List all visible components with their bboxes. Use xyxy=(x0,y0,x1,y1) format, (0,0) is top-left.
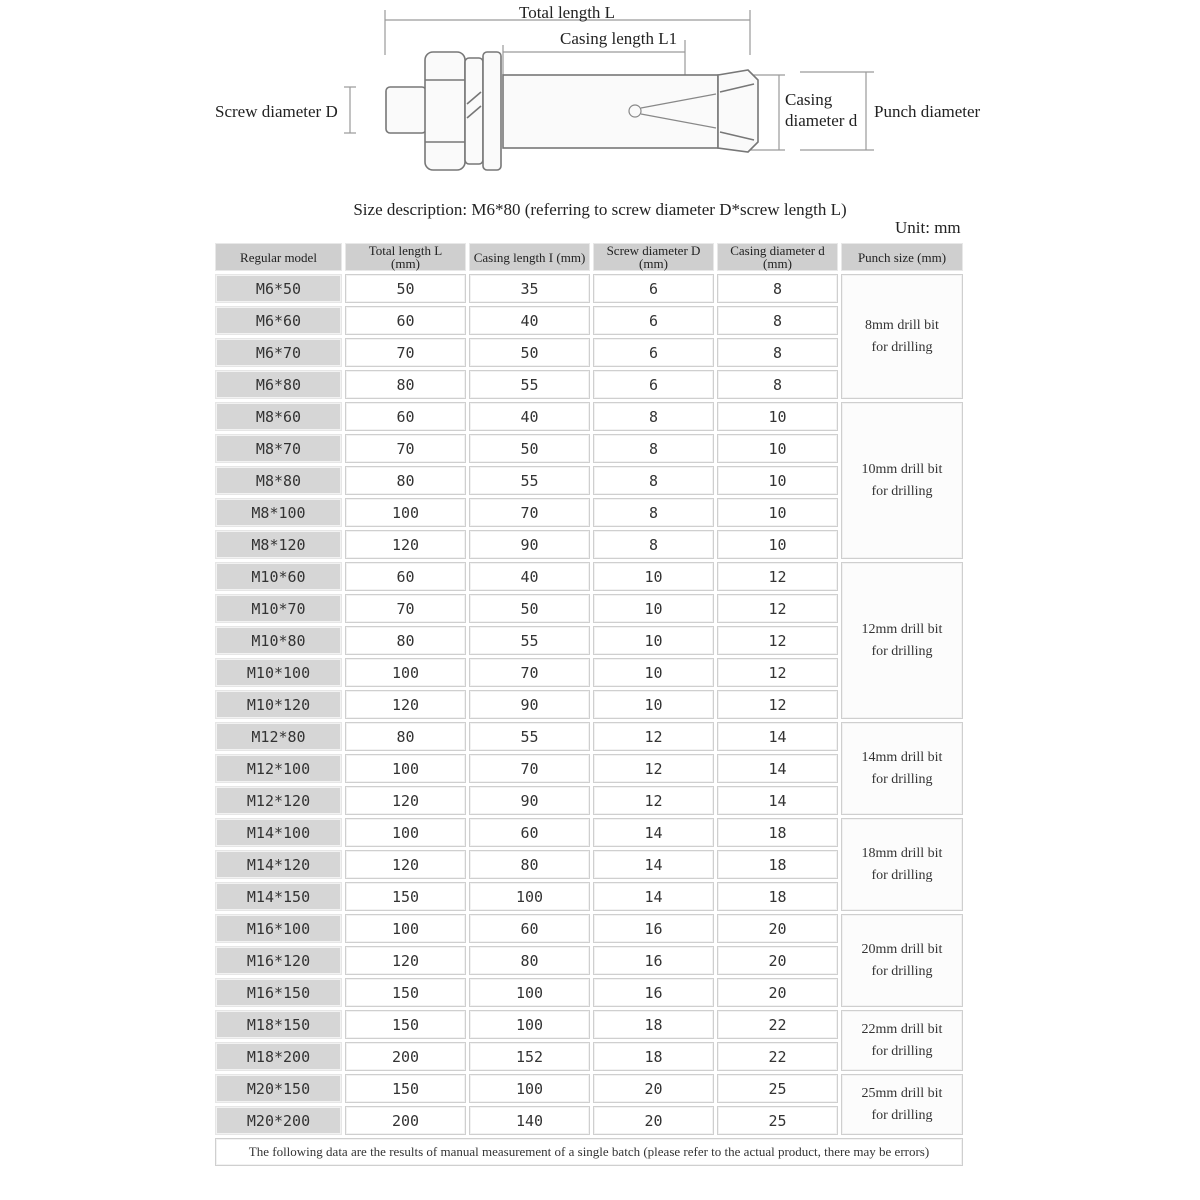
casing-diameter-cell: 8 xyxy=(717,306,838,335)
total-length-cell: 200 xyxy=(345,1106,466,1135)
model-cell: M20*150 xyxy=(215,1074,342,1103)
header-casing-diameter-line2: (mm) xyxy=(763,256,792,271)
screw-diameter-cell: 16 xyxy=(593,978,714,1007)
punch-size-cell xyxy=(841,722,963,815)
screw-diameter-cell: 14 xyxy=(593,818,714,847)
punch-size-line1: 10mm drill bit xyxy=(861,461,943,477)
table-row xyxy=(215,818,963,847)
casing-diameter-cell: 20 xyxy=(717,946,838,975)
model-cell: M14*100 xyxy=(215,818,342,847)
screw-diameter-cell: 18 xyxy=(593,1010,714,1039)
casing-diameter-label-line1: Casing xyxy=(785,90,833,109)
footnote: The following data are the results of manual measurement of a single batch (please refer to the actual product, there may be errors) xyxy=(215,1138,963,1166)
model-cell: M16*100 xyxy=(215,914,342,943)
total-length-cell: 70 xyxy=(345,338,466,367)
casing-length-cell: 90 xyxy=(469,786,590,815)
total-length-cell: 100 xyxy=(345,754,466,783)
total-length-cell: 150 xyxy=(345,978,466,1007)
screw-diameter-label: Screw diameter D xyxy=(215,102,338,121)
screw-diameter-cell: 8 xyxy=(593,466,714,495)
casing-length-cell: 100 xyxy=(469,1074,590,1103)
casing-length-cell: 40 xyxy=(469,562,590,591)
screw-diameter-cell: 8 xyxy=(593,530,714,559)
total-length-cell: 120 xyxy=(345,690,466,719)
casing-diameter-cell: 12 xyxy=(717,562,838,591)
model-cell: M18*150 xyxy=(215,1010,342,1039)
punch-size-line2: for drilling xyxy=(871,483,933,499)
screw-diameter-cell: 16 xyxy=(593,946,714,975)
casing-diameter-cell: 18 xyxy=(717,818,838,847)
total-length-cell: 80 xyxy=(345,466,466,495)
casing-length-cell: 35 xyxy=(469,274,590,303)
screw-diameter-cell: 12 xyxy=(593,722,714,751)
casing-length-cell: 55 xyxy=(469,626,590,655)
table-row xyxy=(215,914,963,943)
casing-diameter-cell: 10 xyxy=(717,466,838,495)
table-row xyxy=(215,562,963,591)
punch-size-cell xyxy=(841,402,963,559)
punch-size-line2: for drilling xyxy=(871,643,933,659)
casing-diameter-cell: 25 xyxy=(717,1074,838,1103)
total-length-cell: 120 xyxy=(345,530,466,559)
casing-length-cell: 50 xyxy=(469,434,590,463)
screw-diameter-cell: 6 xyxy=(593,306,714,335)
model-cell: M8*120 xyxy=(215,530,342,559)
casing-diameter-cell: 12 xyxy=(717,690,838,719)
total-length-cell: 150 xyxy=(345,1010,466,1039)
casing-length-cell: 55 xyxy=(469,370,590,399)
casing-length-cell: 40 xyxy=(469,306,590,335)
screw-diameter-cell: 14 xyxy=(593,882,714,911)
total-length-cell: 80 xyxy=(345,370,466,399)
model-cell: M6*80 xyxy=(215,370,342,399)
model-cell: M8*60 xyxy=(215,402,342,431)
screw-diameter-cell: 8 xyxy=(593,402,714,431)
punch-size-line2: for drilling xyxy=(871,1043,933,1059)
header-screw-diameter xyxy=(593,243,714,271)
total-length-cell: 120 xyxy=(345,850,466,879)
punch-size-line1: 12mm drill bit xyxy=(861,621,943,637)
punch-size-line1: 22mm drill bit xyxy=(861,1021,943,1037)
punch-diameter-label: Punch diameter xyxy=(874,102,981,121)
table-row xyxy=(215,1074,963,1103)
casing-length-cell: 55 xyxy=(469,722,590,751)
header-model: Regular model xyxy=(215,243,342,271)
casing-diameter-label-line2: diameter d xyxy=(785,111,858,130)
punch-size-line1: 18mm drill bit xyxy=(861,845,943,861)
punch-size-line2: for drilling xyxy=(871,963,933,979)
model-cell: M8*100 xyxy=(215,498,342,527)
unit-label: Unit: mm xyxy=(895,218,961,237)
header-screw-diameter-line1: Screw diameter D xyxy=(606,243,701,258)
model-cell: M8*80 xyxy=(215,466,342,495)
specification-table xyxy=(212,240,966,1169)
total-length-cell: 150 xyxy=(345,882,466,911)
total-length-cell: 150 xyxy=(345,1074,466,1103)
model-cell: M12*80 xyxy=(215,722,342,751)
casing-length-cell: 152 xyxy=(469,1042,590,1071)
screw-diameter-cell: 16 xyxy=(593,914,714,943)
casing-diameter-cell: 14 xyxy=(717,722,838,751)
punch-size-cell xyxy=(841,562,963,719)
punch-size-cell xyxy=(841,1074,963,1135)
casing-diameter-cell: 10 xyxy=(717,402,838,431)
screw-diameter-cell: 12 xyxy=(593,754,714,783)
casing-length-cell: 80 xyxy=(469,850,590,879)
screw-diameter-cell: 6 xyxy=(593,274,714,303)
table-row xyxy=(215,402,963,431)
casing-length-cell: 70 xyxy=(469,658,590,687)
screw-diameter-cell: 10 xyxy=(593,690,714,719)
punch-size-line1: 8mm drill bit xyxy=(865,317,939,333)
casing-diameter-cell: 18 xyxy=(717,850,838,879)
header-casing-diameter-line1: Casing diameter d xyxy=(730,243,825,258)
casing-length-cell: 90 xyxy=(469,690,590,719)
screw-diameter-cell: 10 xyxy=(593,562,714,591)
total-length-cell: 60 xyxy=(345,562,466,591)
casing-diameter-cell: 14 xyxy=(717,786,838,815)
punch-size-cell xyxy=(841,274,963,399)
anchor-bolt-diagram xyxy=(0,0,1200,195)
casing-length-cell: 50 xyxy=(469,594,590,623)
casing-length-cell: 80 xyxy=(469,946,590,975)
total-length-cell: 100 xyxy=(345,498,466,527)
total-length-cell: 80 xyxy=(345,722,466,751)
casing-length-cell: 60 xyxy=(469,818,590,847)
screw-diameter-cell: 8 xyxy=(593,498,714,527)
header-screw-diameter-line2: (mm) xyxy=(639,256,668,271)
casing-diameter-cell: 12 xyxy=(717,658,838,687)
screw-diameter-cell: 10 xyxy=(593,594,714,623)
model-cell: M20*200 xyxy=(215,1106,342,1135)
model-cell: M6*50 xyxy=(215,274,342,303)
punch-size-cell xyxy=(841,818,963,911)
model-cell: M12*100 xyxy=(215,754,342,783)
casing-length-cell: 90 xyxy=(469,530,590,559)
casing-diameter-cell: 25 xyxy=(717,1106,838,1135)
casing-diameter-cell: 10 xyxy=(717,498,838,527)
table-header-row xyxy=(215,243,963,271)
table-row xyxy=(215,1010,963,1039)
casing-length-cell: 100 xyxy=(469,978,590,1007)
casing-diameter-cell: 20 xyxy=(717,978,838,1007)
total-length-label: Total length L xyxy=(519,3,616,22)
header-total-length xyxy=(345,243,466,271)
total-length-cell: 70 xyxy=(345,594,466,623)
model-cell: M10*120 xyxy=(215,690,342,719)
casing-diameter-cell: 12 xyxy=(717,594,838,623)
total-length-cell: 100 xyxy=(345,818,466,847)
punch-size-line2: for drilling xyxy=(871,771,933,787)
screw-diameter-cell: 8 xyxy=(593,434,714,463)
model-cell: M12*120 xyxy=(215,786,342,815)
total-length-cell: 70 xyxy=(345,434,466,463)
screw-diameter-cell: 6 xyxy=(593,370,714,399)
model-cell: M6*70 xyxy=(215,338,342,367)
casing-length-cell: 70 xyxy=(469,754,590,783)
casing-length-cell: 40 xyxy=(469,402,590,431)
model-cell: M18*200 xyxy=(215,1042,342,1071)
total-length-cell: 100 xyxy=(345,914,466,943)
casing-diameter-cell: 22 xyxy=(717,1042,838,1071)
footnote-row xyxy=(215,1138,963,1166)
screw-diameter-cell: 20 xyxy=(593,1106,714,1135)
casing-diameter-cell: 8 xyxy=(717,274,838,303)
casing-length-cell: 55 xyxy=(469,466,590,495)
punch-size-line1: 14mm drill bit xyxy=(861,749,943,765)
screw-diameter-cell: 18 xyxy=(593,1042,714,1071)
casing-diameter-cell: 22 xyxy=(717,1010,838,1039)
punch-size-line2: for drilling xyxy=(871,339,933,355)
model-cell: M16*120 xyxy=(215,946,342,975)
header-casing-length: Casing length I (mm) xyxy=(469,243,590,271)
casing-length-cell: 140 xyxy=(469,1106,590,1135)
total-length-cell: 60 xyxy=(345,306,466,335)
punch-size-line2: for drilling xyxy=(871,867,933,883)
casing-length-cell: 50 xyxy=(469,338,590,367)
model-cell: M14*150 xyxy=(215,882,342,911)
total-length-cell: 80 xyxy=(345,626,466,655)
casing-length-cell: 60 xyxy=(469,914,590,943)
screw-diameter-cell: 14 xyxy=(593,850,714,879)
screw-diameter-cell: 12 xyxy=(593,786,714,815)
header-total-length-line2: (mm) xyxy=(391,256,420,271)
casing-diameter-cell: 10 xyxy=(717,434,838,463)
punch-size-cell xyxy=(841,914,963,1007)
total-length-cell: 120 xyxy=(345,786,466,815)
casing-length-cell: 100 xyxy=(469,1010,590,1039)
screw-diameter-cell: 20 xyxy=(593,1074,714,1103)
total-length-cell: 120 xyxy=(345,946,466,975)
table-row xyxy=(215,274,963,303)
model-cell: M6*60 xyxy=(215,306,342,335)
model-cell: M10*70 xyxy=(215,594,342,623)
casing-length-cell: 70 xyxy=(469,498,590,527)
casing-diameter-cell: 10 xyxy=(717,530,838,559)
total-length-cell: 100 xyxy=(345,658,466,687)
total-length-cell: 200 xyxy=(345,1042,466,1071)
punch-size-line1: 20mm drill bit xyxy=(861,941,943,957)
model-cell: M16*150 xyxy=(215,978,342,1007)
model-cell: M10*100 xyxy=(215,658,342,687)
casing-length-label: Casing length L1 xyxy=(560,29,678,48)
table-row xyxy=(215,722,963,751)
punch-size-line2: for drilling xyxy=(871,1107,933,1123)
header-punch-size: Punch size (mm) xyxy=(841,243,963,271)
screw-diameter-cell: 10 xyxy=(593,658,714,687)
screw-diameter-cell: 10 xyxy=(593,626,714,655)
header-casing-diameter xyxy=(717,243,838,271)
screw-diameter-cell: 6 xyxy=(593,338,714,367)
casing-diameter-cell: 14 xyxy=(717,754,838,783)
casing-diameter-cell: 8 xyxy=(717,370,838,399)
model-cell: M10*60 xyxy=(215,562,342,591)
casing-diameter-cell: 12 xyxy=(717,626,838,655)
size-description: Size description: M6*80 (referring to screw diameter D*screw length L) xyxy=(353,200,847,219)
specification-table-body xyxy=(215,274,963,1135)
total-length-cell: 60 xyxy=(345,402,466,431)
model-cell: M8*70 xyxy=(215,434,342,463)
punch-size-line1: 25mm drill bit xyxy=(861,1085,943,1101)
model-cell: M14*120 xyxy=(215,850,342,879)
header-total-length-line1: Total length L xyxy=(368,243,443,258)
model-cell: M10*80 xyxy=(215,626,342,655)
casing-diameter-cell: 8 xyxy=(717,338,838,367)
punch-size-cell xyxy=(841,1010,963,1071)
casing-length-cell: 100 xyxy=(469,882,590,911)
casing-diameter-cell: 20 xyxy=(717,914,838,943)
total-length-cell: 50 xyxy=(345,274,466,303)
casing-diameter-cell: 18 xyxy=(717,882,838,911)
